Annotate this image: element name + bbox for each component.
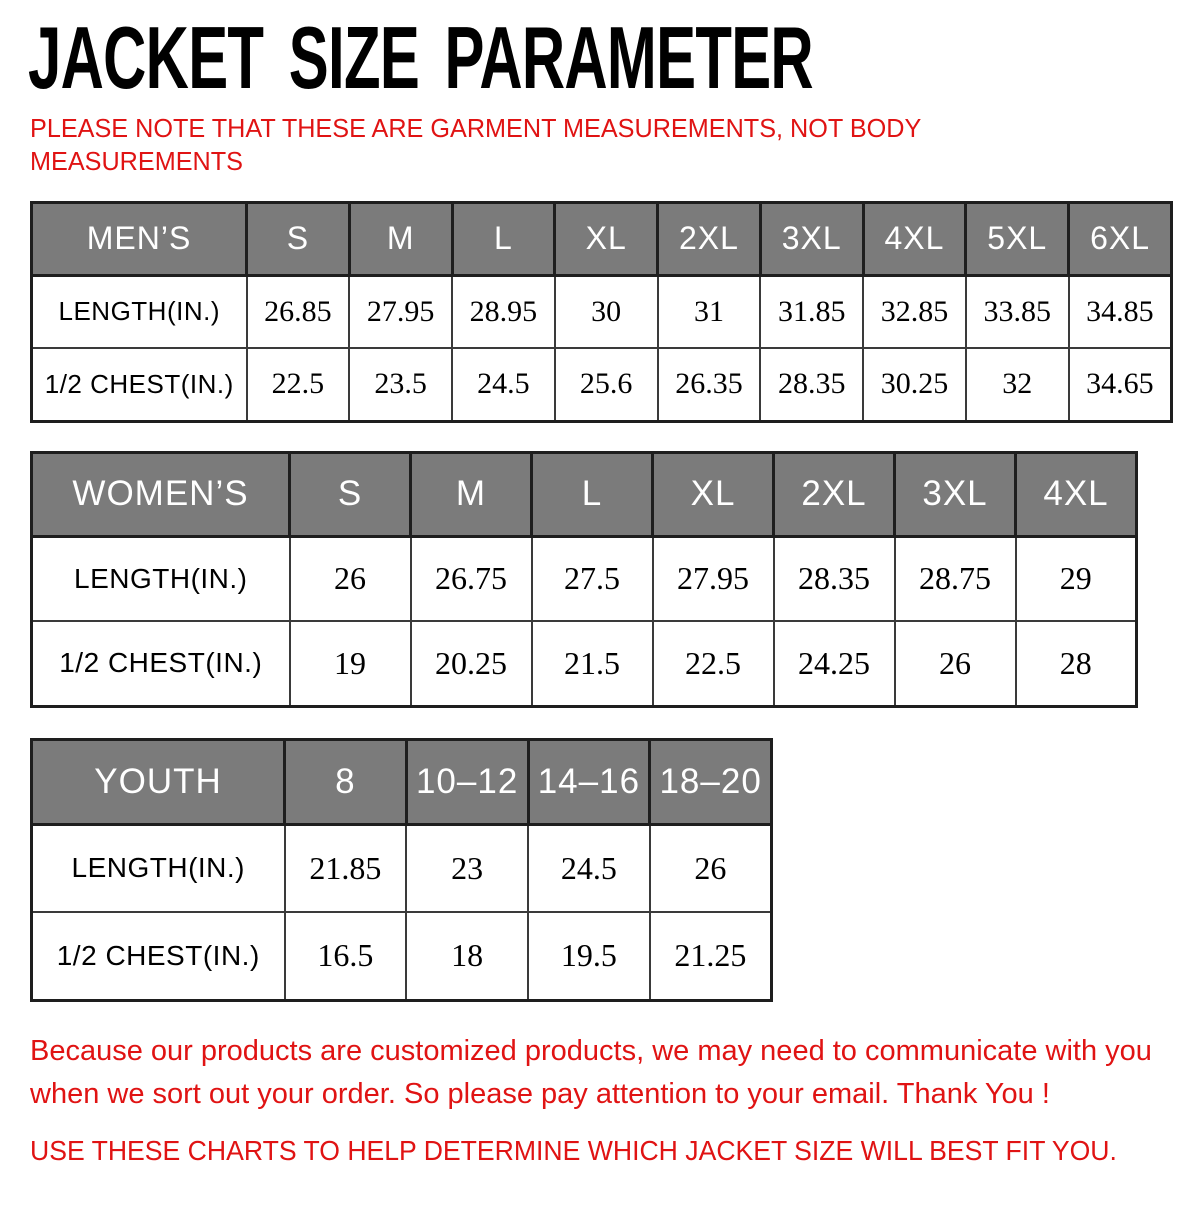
size-header-cell: L <box>532 452 653 536</box>
value-cell: 25.6 <box>555 348 658 421</box>
value-cell: 28.35 <box>774 536 895 621</box>
value-cell: 24.5 <box>452 348 555 421</box>
size-header-cell: S <box>290 452 411 536</box>
youth-group-title-cell: YOUTH <box>32 739 285 824</box>
value-cell: 24.5 <box>528 824 650 912</box>
row-label-cell: LENGTH(IN.) <box>32 824 285 912</box>
size-header-cell: 4XL <box>863 202 966 275</box>
size-header-cell: 6XL <box>1069 202 1172 275</box>
row-label-cell: 1/2 CHEST(IN.) <box>32 348 247 421</box>
row-label-cell: LENGTH(IN.) <box>32 536 290 621</box>
value-cell: 28.75 <box>895 536 1016 621</box>
size-header-cell: XL <box>555 202 658 275</box>
value-cell: 21.25 <box>650 912 772 1000</box>
womens-size-table <box>30 451 1138 708</box>
value-cell: 27.5 <box>532 536 653 621</box>
value-cell: 30.25 <box>863 348 966 421</box>
value-cell: 26 <box>650 824 772 912</box>
size-header-cell: 3XL <box>895 452 1016 536</box>
value-cell: 26.35 <box>658 348 761 421</box>
size-header-cell: S <box>247 202 350 275</box>
customization-note <box>30 1030 1200 1117</box>
size-header-cell: 10–12 <box>406 739 528 824</box>
table-row <box>32 824 772 912</box>
value-cell: 31.85 <box>760 275 863 348</box>
value-cell: 34.65 <box>1069 348 1172 421</box>
table-row <box>32 348 1172 421</box>
size-header-cell: L <box>452 202 555 275</box>
size-header-cell: M <box>411 452 532 536</box>
value-cell: 33.85 <box>966 275 1069 348</box>
row-label-cell: 1/2 CHEST(IN.) <box>32 912 285 1000</box>
value-cell: 32 <box>966 348 1069 421</box>
value-cell: 22.5 <box>653 621 774 706</box>
size-header-cell: 5XL <box>966 202 1069 275</box>
value-cell: 28 <box>1016 621 1137 706</box>
size-header-cell: 18–20 <box>650 739 772 824</box>
footer-line-2: when we sort out your order. So please pay attention to your email. Thank You ! <box>30 1078 1050 1111</box>
table-row <box>32 536 1137 621</box>
row-label-cell: 1/2 CHEST(IN.) <box>32 621 290 706</box>
womens-group-title-cell: WOMEN’S <box>32 452 290 536</box>
value-cell: 32.85 <box>863 275 966 348</box>
value-cell: 16.5 <box>285 912 407 1000</box>
value-cell: 19.5 <box>528 912 650 1000</box>
youth-header-row <box>32 739 772 824</box>
mens-group-title-cell: MEN’S <box>32 202 247 275</box>
size-chart-page <box>0 8 1200 1214</box>
value-cell: 26.75 <box>411 536 532 621</box>
value-cell: 31 <box>658 275 761 348</box>
garment-measurements-note <box>30 112 1165 179</box>
size-header-cell: 2XL <box>658 202 761 275</box>
value-cell: 29 <box>1016 536 1137 621</box>
value-cell: 23.5 <box>349 348 452 421</box>
size-header-cell: 8 <box>285 739 407 824</box>
table-row <box>32 621 1137 706</box>
value-cell: 22.5 <box>247 348 350 421</box>
value-cell: 26 <box>290 536 411 621</box>
size-header-cell: 14–16 <box>528 739 650 824</box>
value-cell: 26 <box>895 621 1016 706</box>
youth-size-table <box>30 738 773 1002</box>
page-title: JACKET SIZE PARAMETER <box>28 8 813 107</box>
note-line-2: MEASUREMENTS <box>30 146 243 177</box>
value-cell: 28.35 <box>760 348 863 421</box>
value-cell: 19 <box>290 621 411 706</box>
size-header-cell: M <box>349 202 452 275</box>
value-cell: 26.85 <box>247 275 350 348</box>
value-cell: 18 <box>406 912 528 1000</box>
table-row <box>32 912 772 1000</box>
womens-header-row <box>32 452 1137 536</box>
value-cell: 20.25 <box>411 621 532 706</box>
value-cell: 21.5 <box>532 621 653 706</box>
value-cell: 30 <box>555 275 658 348</box>
footer-line-1: Because our products are customized products, we may need to communicate with you <box>30 1034 1152 1067</box>
value-cell: 34.85 <box>1069 275 1172 348</box>
size-header-cell: 4XL <box>1016 452 1137 536</box>
value-cell: 28.95 <box>452 275 555 348</box>
value-cell: 27.95 <box>349 275 452 348</box>
size-tables-container <box>30 201 1200 1002</box>
table-row <box>32 275 1172 348</box>
row-label-cell: LENGTH(IN.) <box>32 275 247 348</box>
size-header-cell: XL <box>653 452 774 536</box>
mens-header-row <box>32 202 1172 275</box>
size-header-cell: 2XL <box>774 452 895 536</box>
value-cell: 24.25 <box>774 621 895 706</box>
value-cell: 23 <box>406 824 528 912</box>
fit-advice-line: USE THESE CHARTS TO HELP DETERMINE WHICH JACKET SIZE WILL BEST FIT YOU. <box>30 1134 1117 1166</box>
note-line-1: PLEASE NOTE THAT THESE ARE GARMENT MEASUREMENTS, NOT BODY <box>30 113 922 143</box>
size-header-cell: 3XL <box>760 202 863 275</box>
value-cell: 27.95 <box>653 536 774 621</box>
value-cell: 21.85 <box>285 824 407 912</box>
mens-size-table <box>30 201 1173 423</box>
